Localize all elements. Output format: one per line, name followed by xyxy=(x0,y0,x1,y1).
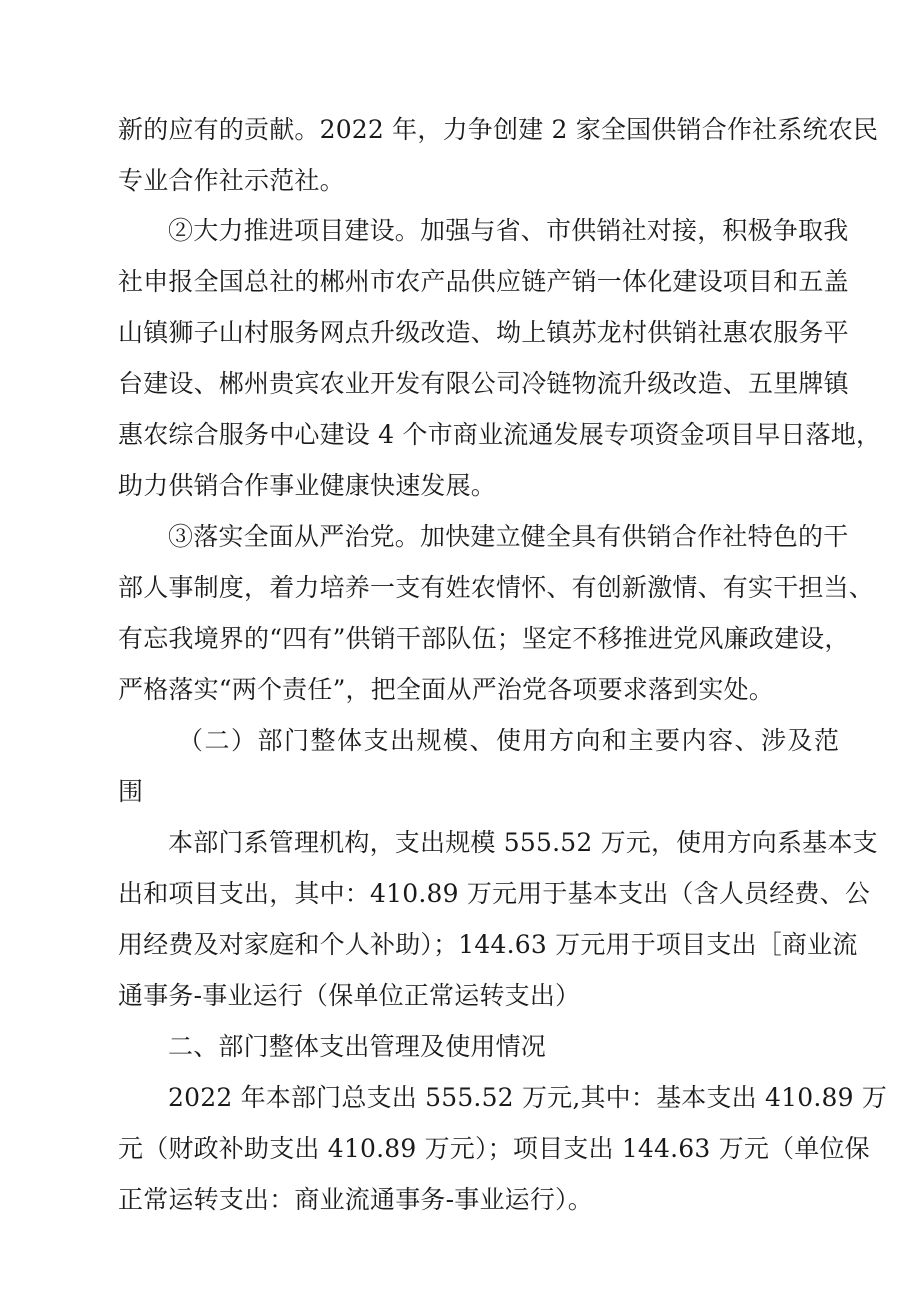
section-heading-2-line-2: 围 xyxy=(118,777,144,806)
paragraph-1-line-2: 专业合作社示范社。 xyxy=(118,166,345,195)
paragraph-4-line-3: 用经费及对家庭和个人补助）；144.63 万元用于项目支出［商业流 xyxy=(118,930,858,959)
paragraph-5-line-2: 元（财政补助支出 410.89 万元）；项目支出 144.63 万元（单位保 xyxy=(118,1134,870,1163)
paragraph-2-line-1: ②大力推进项目建设。加强与省、市供销社对接，积极争取我 xyxy=(168,216,849,245)
section-heading-main-2: 二、部门整体支出管理及使用情况 xyxy=(168,1032,547,1061)
section-heading-2-line-1: （二）部门整体支出规模、使用方向和主要内容、涉及范 xyxy=(178,726,841,755)
paragraph-3-line-3: 有忘我境界的“四有”供销干部队伍；坚定不移推进党风廉政建设， xyxy=(118,624,850,653)
paragraph-4-line-4: 通事务-事业运行（保单位正常运转支出） xyxy=(118,981,581,1010)
paragraph-3-line-4: 严格落实“两个责任”，把全面从严治党各项要求落到实处。 xyxy=(118,675,774,704)
paragraph-4-line-2: 出和项目支出，其中：410.89 万元用于基本支出（含人员经费、公 xyxy=(118,879,871,908)
paragraph-2-line-2: 社申报全国总社的郴州市农产品供应链产销一体化建设项目和五盖 xyxy=(118,267,849,296)
paragraph-5-line-1: 2022 年本部门总支出 555.52 万元,其中：基本支出 410.89 万 xyxy=(168,1083,888,1112)
paragraph-1-line-1: 新的应有的贡献。2022 年，力争创建 2 家全国供销合作社系统农民 xyxy=(118,115,879,144)
paragraph-2-line-6: 助力供销合作事业健康快速发展。 xyxy=(118,471,497,500)
paragraph-2-line-4: 台建设、郴州贵宾农业开发有限公司冷链物流升级改造、五里牌镇 xyxy=(118,369,849,398)
paragraph-3-line-1: ③落实全面从严治党。加快建立健全具有供销合作社特色的干 xyxy=(168,522,849,551)
paragraph-3-line-2: 部人事制度，着力培养一支有姓农情怀、有创新激情、有实干担当、 xyxy=(118,573,875,602)
paragraph-5-line-3: 正常运转支出：商业流通事务-事业运行）。 xyxy=(118,1185,593,1214)
paragraph-2-line-3: 山镇狮子山村服务网点升级改造、坳上镇苏龙村供销社惠农服务平 xyxy=(118,318,849,347)
paragraph-4-line-1: 本部门系管理机构，支出规模 555.52 万元，使用方向系基本支 xyxy=(168,828,878,857)
paragraph-2-line-5: 惠农综合服务中心建设 4 个市商业流通发展专项资金项目早日落地， xyxy=(118,420,882,449)
